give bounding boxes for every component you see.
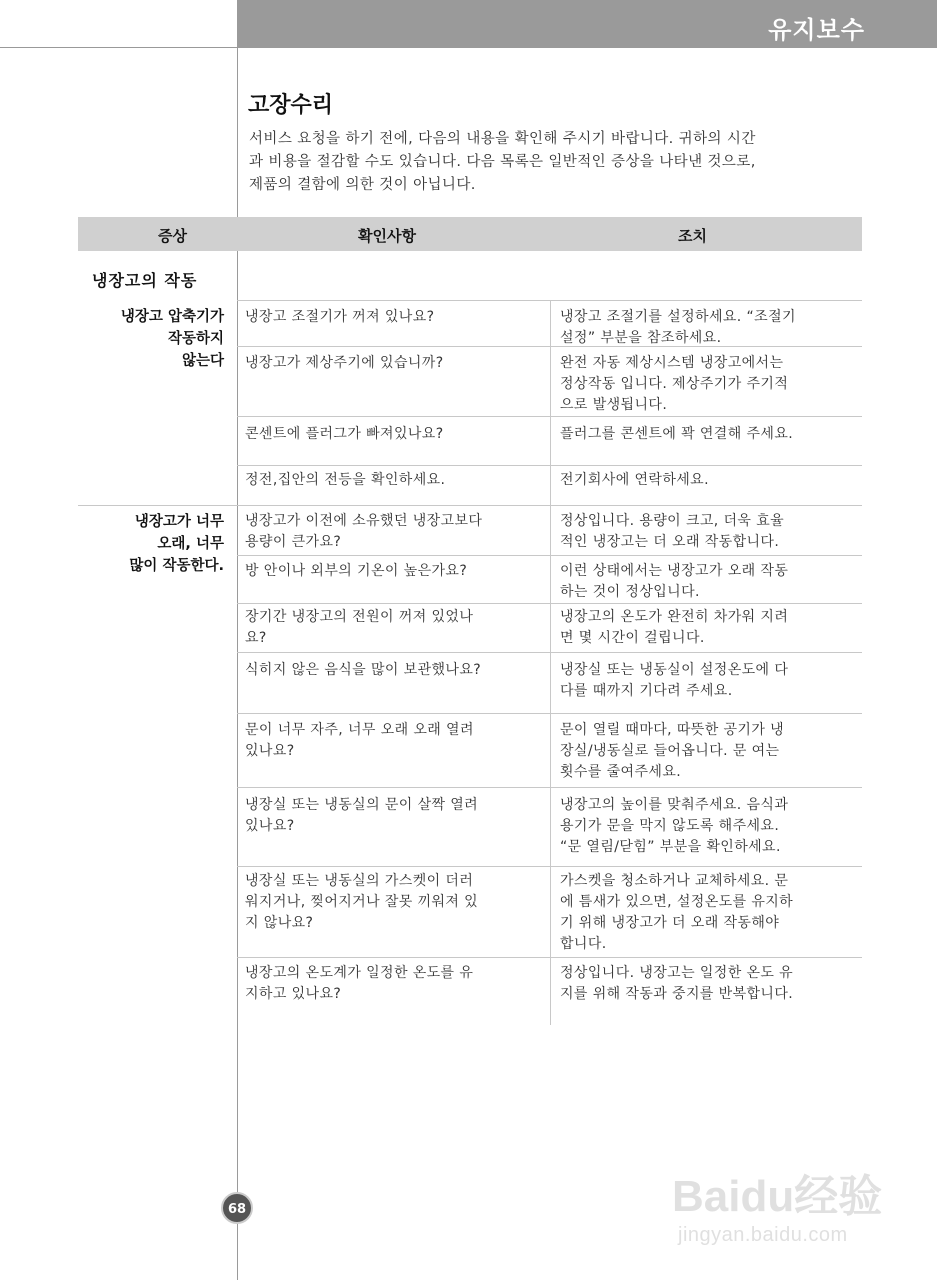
symptom-line: 작동하지: [167, 331, 224, 347]
symptom-line: 냉장고가 너무: [134, 514, 224, 530]
action-line: 으로 발생됩니다.: [560, 397, 668, 413]
action-cell: [560, 561, 850, 603]
action-line: 합니다.: [560, 936, 607, 952]
action-cell: [560, 470, 850, 491]
action-cell: [560, 963, 850, 1005]
action-line: 냉장실 또는 냉동실이 설정온도에 다: [560, 662, 789, 678]
action-line: 냉장고의 높이를 맞춰주세요. 음식과: [560, 797, 789, 813]
action-line: 다를 때까지 기다려 주세요.: [560, 683, 733, 699]
check-line: 냉장실 또는 냉동실의 가스켓이 더러: [245, 873, 474, 889]
check-cell: [245, 511, 540, 553]
action-line: “문 열림/닫힘” 부분을 확인하세요.: [560, 839, 781, 855]
check-line: 냉장고가 이전에 소유했던 냉장고보다: [245, 513, 483, 529]
check-line: 냉장고가 제상주기에 있습니까?: [245, 355, 444, 371]
check-line: 냉장고의 온도계가 일정한 온도를 유: [245, 965, 474, 981]
action-line: 지를 위해 작동과 중지를 반복합니다.: [560, 986, 794, 1002]
table-header: [78, 217, 862, 251]
action-line: 하는 것이 정상입니다.: [560, 584, 700, 600]
group-divider: [78, 505, 862, 506]
symptom-line: 냉장고 압축기가: [120, 309, 224, 325]
watermark-logo: Baidu经验: [672, 1172, 883, 1221]
section-title: 고장수리: [248, 93, 334, 118]
action-line: 이런 상태에서는 냉장고가 오래 작동: [560, 563, 789, 579]
watermark-url: jingyan.baidu.com: [678, 1224, 848, 1246]
action-cell: [560, 660, 850, 702]
action-line: 용기가 문을 막지 않도록 해주세요.: [560, 818, 780, 834]
check-line: 방 안이나 외부의 기온이 높은가요?: [245, 563, 468, 579]
action-cell: [560, 720, 850, 783]
page-number: 68: [221, 1192, 253, 1224]
check-cell: [245, 307, 540, 328]
symptom-line: 않는다: [181, 353, 224, 369]
symptom-label: [74, 306, 224, 372]
action-cell: [560, 607, 850, 649]
action-line: 장실/냉동실로 들어옵니다. 문 여는: [560, 743, 780, 759]
check-line: 있나요?: [245, 743, 295, 759]
action-line: 정상입니다. 용량이 크고, 더욱 효율: [560, 513, 785, 529]
action-line: 정상작동 입니다. 제상주기가 주기적: [560, 376, 789, 392]
check-line: 식히지 않은 음식을 많이 보관했나요?: [245, 662, 482, 678]
top-rule: [0, 47, 237, 48]
action-cell: [560, 353, 850, 416]
check-cell: [245, 720, 540, 762]
header-symptom: 증상: [158, 227, 187, 245]
check-cell: [245, 795, 540, 837]
action-line: 냉장고 조절기를 설정하세요. “조절기: [560, 309, 796, 325]
action-cell: [560, 795, 850, 858]
intro-line: 제품의 결함에 의한 것이 아닙니다.: [249, 177, 476, 193]
action-line: 횟수를 줄여주세요.: [560, 764, 682, 780]
check-line: 콘센트에 플러그가 빠져있나요?: [245, 426, 444, 442]
header-title: 유지보수: [768, 16, 865, 44]
action-line: 플러그를 콘센트에 꽉 연결해 주세요.: [560, 426, 794, 442]
action-cell: [560, 424, 850, 445]
intro-line: 서비스 요청을 하기 전에, 다음의 내용을 확인해 주시기 바랍니다. 귀하의 시간: [249, 131, 756, 147]
check-line: 용량이 큰가요?: [245, 534, 342, 550]
intro-paragraph: [249, 128, 839, 197]
action-line: 기 위해 냉장고가 더 오래 작동해야: [560, 915, 780, 931]
check-line: 장기간 냉장고의 전원이 꺼져 있었나: [245, 609, 474, 625]
symptom-label: [74, 511, 224, 577]
check-line: 문이 너무 자주, 너무 오래 오래 열려: [245, 722, 474, 738]
check-line: 냉장실 또는 냉동실의 문이 살짝 열려: [245, 797, 479, 813]
check-line: 지 않나요?: [245, 915, 314, 931]
category-label: 냉장고의 작동: [92, 271, 198, 290]
action-cell: [560, 307, 850, 349]
check-cell: [245, 353, 540, 374]
header-check: 확인사항: [358, 227, 416, 245]
check-cell: [245, 561, 540, 582]
action-line: 전기회사에 연락하세요.: [560, 472, 709, 488]
check-line: 있나요?: [245, 818, 295, 834]
watermark: [672, 1140, 892, 1260]
action-line: 정상입니다. 냉장고는 일정한 온도 유: [560, 965, 794, 981]
check-cell: [245, 424, 540, 445]
action-line: 가스켓을 청소하거나 교체하세요. 문: [560, 873, 789, 889]
check-cell: [245, 871, 540, 934]
check-line: 정전,집안의 전등을 확인하세요.: [245, 472, 446, 488]
check-cell: [245, 470, 540, 491]
action-line: 면 몇 시간이 걸립니다.: [560, 630, 705, 646]
symptom-line: 많이 작동한다.: [129, 558, 224, 574]
action-cell: [560, 511, 850, 553]
header-band: [237, 0, 937, 48]
check-line: 워지거나, 찢어지거나 잘못 끼워져 있: [245, 894, 479, 910]
action-line: 적인 냉장고는 더 오래 작동합니다.: [560, 534, 780, 550]
check-cell: [245, 607, 540, 649]
action-line: 냉장고의 온도가 완전히 차가워 지려: [560, 609, 789, 625]
intro-line: 과 비용을 절감할 수도 있습니다. 다음 목록은 일반적인 증상을 나타낸 것으로,: [249, 154, 756, 170]
header-action: 조치: [678, 227, 707, 245]
column-divider: [550, 300, 551, 1025]
check-line: 지하고 있나요?: [245, 986, 342, 1002]
action-line: 설정” 부분을 참조하세요.: [560, 330, 722, 346]
check-line: 냉장고 조절기가 꺼져 있나요?: [245, 309, 435, 325]
action-line: 문이 열릴 때마다, 따뜻한 공기가 냉: [560, 722, 785, 738]
action-cell: [560, 871, 850, 955]
action-line: 에 틈새가 있으면, 설정온도를 유지하: [560, 894, 794, 910]
action-line: 완전 자동 제상시스템 냉장고에서는: [560, 355, 784, 371]
check-cell: [245, 963, 540, 1005]
check-line: 요?: [245, 630, 267, 646]
check-cell: [245, 660, 540, 681]
symptom-line: 오래, 너무: [157, 536, 224, 552]
